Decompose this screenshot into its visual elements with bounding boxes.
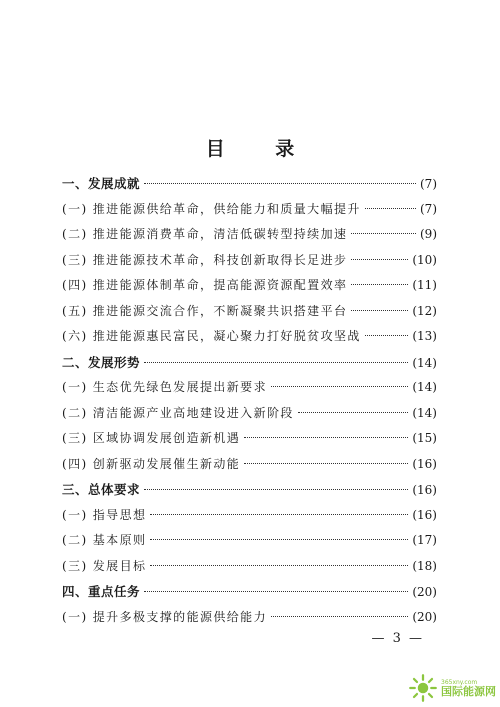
toc-entry-text: 三、总体要求 xyxy=(62,482,141,497)
toc-page-number: (17) xyxy=(412,533,437,547)
toc-entry-text: 二、发展形势 xyxy=(62,354,141,370)
dot-leader xyxy=(150,539,408,540)
dot-leader xyxy=(298,412,409,413)
dot-leader xyxy=(351,259,408,260)
toc-entry-text: (二) 清洁能源产业高地建设进入新阶段 xyxy=(62,405,294,420)
toc-entry-text: (二) 推进能源消费革命，清洁低碳转型持续加速 xyxy=(62,227,348,241)
toc-row[interactable] xyxy=(62,200,437,226)
toc-entry-text: (三) 区域协调发展创造新机遇 xyxy=(62,431,241,445)
toc-entry-text: 一、发展成就 xyxy=(62,176,141,191)
toc-row[interactable] xyxy=(62,455,437,481)
toc-page-number: (13) xyxy=(412,329,437,343)
dot-leader xyxy=(144,362,408,363)
watermark-site: 365xny.com xyxy=(441,678,478,686)
watermark-text xyxy=(441,680,496,697)
toc-row[interactable] xyxy=(62,404,437,430)
watermark-name: 国际能源网 xyxy=(441,684,496,698)
toc-row[interactable] xyxy=(62,531,437,557)
toc-page-number: (18) xyxy=(412,558,437,573)
dot-leader xyxy=(244,437,408,438)
toc-row[interactable] xyxy=(62,506,437,532)
dot-leader xyxy=(244,463,408,464)
toc-entry-text: (六) 推进能源惠民富民，凝心聚力打好脱贫攻坚战 xyxy=(62,329,361,343)
toc-page-number: (14) xyxy=(412,405,437,420)
toc-entry-text: 四、重点任务 xyxy=(62,584,141,599)
toc-row[interactable] xyxy=(62,557,437,583)
toc-entry-text: (一) 提升多极支撑的能源供给能力 xyxy=(62,609,267,624)
toc-row[interactable] xyxy=(62,174,437,200)
toc-entry-text: (三) 推进能源技术革命，科技创新取得长足进步 xyxy=(62,252,348,267)
dot-leader xyxy=(150,565,408,566)
toc-entry-text: (二) 基本原则 xyxy=(62,533,147,547)
toc-row[interactable] xyxy=(62,608,437,634)
toc-page-number: (15) xyxy=(412,431,437,445)
toc-entry-text: (三) 发展目标 xyxy=(62,558,147,573)
dot-leader xyxy=(150,514,408,515)
dot-leader xyxy=(351,310,408,311)
toc-row[interactable] xyxy=(62,225,437,251)
dot-leader xyxy=(144,183,416,184)
toc-page-number: (16) xyxy=(412,456,437,471)
toc-page-number: (14) xyxy=(412,355,437,370)
toc-entry-text: (一) 生态优先绿色发展提出新要求 xyxy=(62,380,267,394)
toc-page-number: (10) xyxy=(412,252,437,267)
toc-entry-text: (一) 推进能源供给革命，供给能力和质量大幅提升 xyxy=(62,201,361,216)
watermark-logo xyxy=(408,673,496,703)
toc-page-number: (7) xyxy=(420,201,437,216)
toc-title: 目 录 xyxy=(205,138,317,160)
toc-page-number: (16) xyxy=(412,483,437,497)
toc-row[interactable] xyxy=(62,276,437,302)
toc-page-number: (20) xyxy=(412,609,437,624)
toc-page-number: (9) xyxy=(420,227,437,241)
toc-page-number: (7) xyxy=(420,177,437,191)
toc-page-number: (12) xyxy=(412,303,437,318)
toc-row[interactable] xyxy=(62,429,437,455)
toc-row[interactable] xyxy=(62,582,437,608)
dot-leader xyxy=(351,284,408,285)
toc-row[interactable] xyxy=(62,251,437,277)
toc-page-number: (16) xyxy=(412,507,437,522)
sun-logo-icon xyxy=(408,673,438,703)
table-of-contents xyxy=(62,174,437,633)
toc-page-number: (20) xyxy=(412,585,437,599)
dot-leader xyxy=(271,386,408,387)
toc-entry-text: (四) 推进能源体制革命，提高能源资源配置效率 xyxy=(62,278,348,292)
toc-page-number: (11) xyxy=(412,278,437,292)
dot-leader xyxy=(365,208,416,209)
toc-row[interactable] xyxy=(62,302,437,328)
toc-entry-text: (一) 指导思想 xyxy=(62,507,147,522)
page-number: — 3 — xyxy=(371,631,424,646)
toc-page-number: (14) xyxy=(412,380,437,394)
dot-leader xyxy=(144,591,408,592)
dot-leader xyxy=(144,489,408,490)
dot-leader xyxy=(271,616,408,617)
toc-row[interactable] xyxy=(62,378,437,404)
dot-leader xyxy=(365,335,409,336)
toc-row[interactable] xyxy=(62,353,437,379)
toc-entry-text: (五) 推进能源交流合作，不断凝聚共识搭建平台 xyxy=(62,303,348,318)
toc-row[interactable] xyxy=(62,480,437,506)
toc-entry-text: (四) 创新驱动发展催生新动能 xyxy=(62,456,241,471)
dot-leader xyxy=(351,233,416,234)
toc-row[interactable] xyxy=(62,327,437,353)
